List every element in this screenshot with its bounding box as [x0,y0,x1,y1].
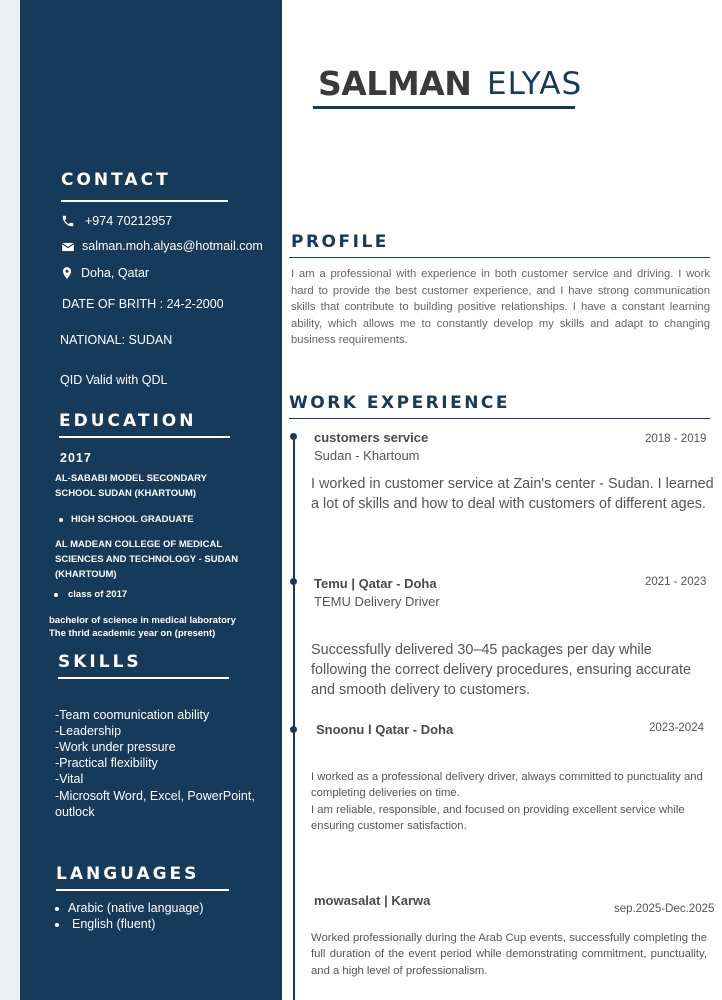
name-first: SALMAN [318,64,472,103]
education-school-2: AL MADEAN COLLEGE OF MEDICAL SCIENCES AND TECHNOLOGY - SUDAN (KHARTOUM) [55,539,239,580]
contact-heading: CONTACT [61,170,171,190]
contact-email: salman.moh.alyas@hotmail.com [82,239,263,253]
contact-national: NATIONAL: SUDAN [60,333,173,347]
skills-divider [58,677,229,679]
skills-heading: SKILLS [58,652,142,672]
job-title: customers service [314,430,429,445]
skill-item: -Team coomunication ability [55,708,210,722]
skill-item: -Work under pressure [55,740,176,754]
job-description: I am reliable, responsible, and focused on providing excellent service while ensuring customer satisfaction. [311,804,685,833]
skill-item: -Leadership [55,724,122,738]
skill-item: -Vital [55,772,84,786]
job-date: 2018 - 2019 [645,433,707,445]
job-date: 2021 - 2023 [645,576,707,588]
language-item: Arabic (native language) [68,901,204,915]
sidebar [20,0,282,1000]
education-year: 2017 [60,451,92,465]
timeline-line [293,436,295,1000]
languages-heading: LANGUAGES [56,864,200,884]
education-divider [59,436,230,438]
page-gutter [0,0,20,1000]
education-heading: EDUCATION [59,411,197,431]
education-school-1: AL-SABABI MODEL SECONDARY SCHOOL SUDAN (KHARTOUM) [55,473,207,499]
contact-divider [61,200,228,202]
profile-divider [289,257,710,258]
profile-text: I am a professional with experience in both customer service and driving. I work hard to provide the best customer experience, and I have strong communication skills that contribute to building positive relationships. I have a constant learning ability, which allows me to constantly develop my skills and adapt to changing business requirements. [291,268,710,346]
education-degree: bachelor of science in medical laboratory [49,615,236,626]
email-icon [61,240,75,254]
languages-divider [56,889,229,891]
contact-birth: DATE OF BRITH : 24-2-2000 [62,297,224,311]
contact-phone: +974 70212957 [85,214,173,228]
bullet-dot [55,907,59,911]
work-divider [289,418,710,419]
job-description: I worked in customer service at Zain's center - Sudan. I learned a lot of skills and how to deal with customers of different ages. [311,476,714,512]
job-description: Successfully delivered 30–45 packages per day while following the correct delivery procedures, ensuring accurate and smooth delivery to customers. [311,642,691,698]
job-date: sep.2025-Dec.2025 [614,903,715,915]
bullet-dot [54,593,58,597]
work-heading: WORK EXPERIENCE [289,393,511,413]
job-description: Worked professionally during the Arab Cup events, successfully completing the full duration of the event period while demonstrating commitment, punctuality, and a high level of professionalism. [311,932,707,977]
job-title: Temu | Qatar - Doha [314,576,437,591]
timeline-dot [290,578,297,585]
timeline-dot [290,726,297,733]
job-title: mowasalat | Karwa [314,893,431,908]
language-item: English (fluent) [72,917,156,931]
bullet-dot [59,518,63,522]
job-description: I worked as a professional delivery driver, always committed to punctuality and completing deliveries on time. [311,771,703,800]
skill-item: outlock [55,805,95,819]
job-date: 2023-2024 [649,722,704,734]
education-school-2-item: class of 2017 [68,589,128,600]
contact-location: Doha, Qatar [81,266,150,280]
job-location: Sudan - Khartoum [314,448,420,463]
name-underline [313,106,575,109]
job-title: Snoonu l Qatar - Doha [316,722,454,737]
education-school-1-item: HIGH SCHOOL GRADUATE [71,514,194,525]
bullet-dot [55,923,59,927]
job-role: TEMU Delivery Driver [314,594,440,609]
profile-heading: PROFILE [291,232,389,252]
timeline-dot [290,433,297,440]
skill-item: -Microsoft Word, Excel, PowerPoint, [55,789,255,803]
name-last: ELYAS [487,66,583,102]
skill-item: -Practical flexibility [55,756,158,770]
contact-qid: QID Valid with QDL [60,373,168,387]
location-pin-icon [60,266,74,280]
phone-icon [61,214,75,228]
education-degree-status: The thrid academic year on (present) [49,628,216,639]
